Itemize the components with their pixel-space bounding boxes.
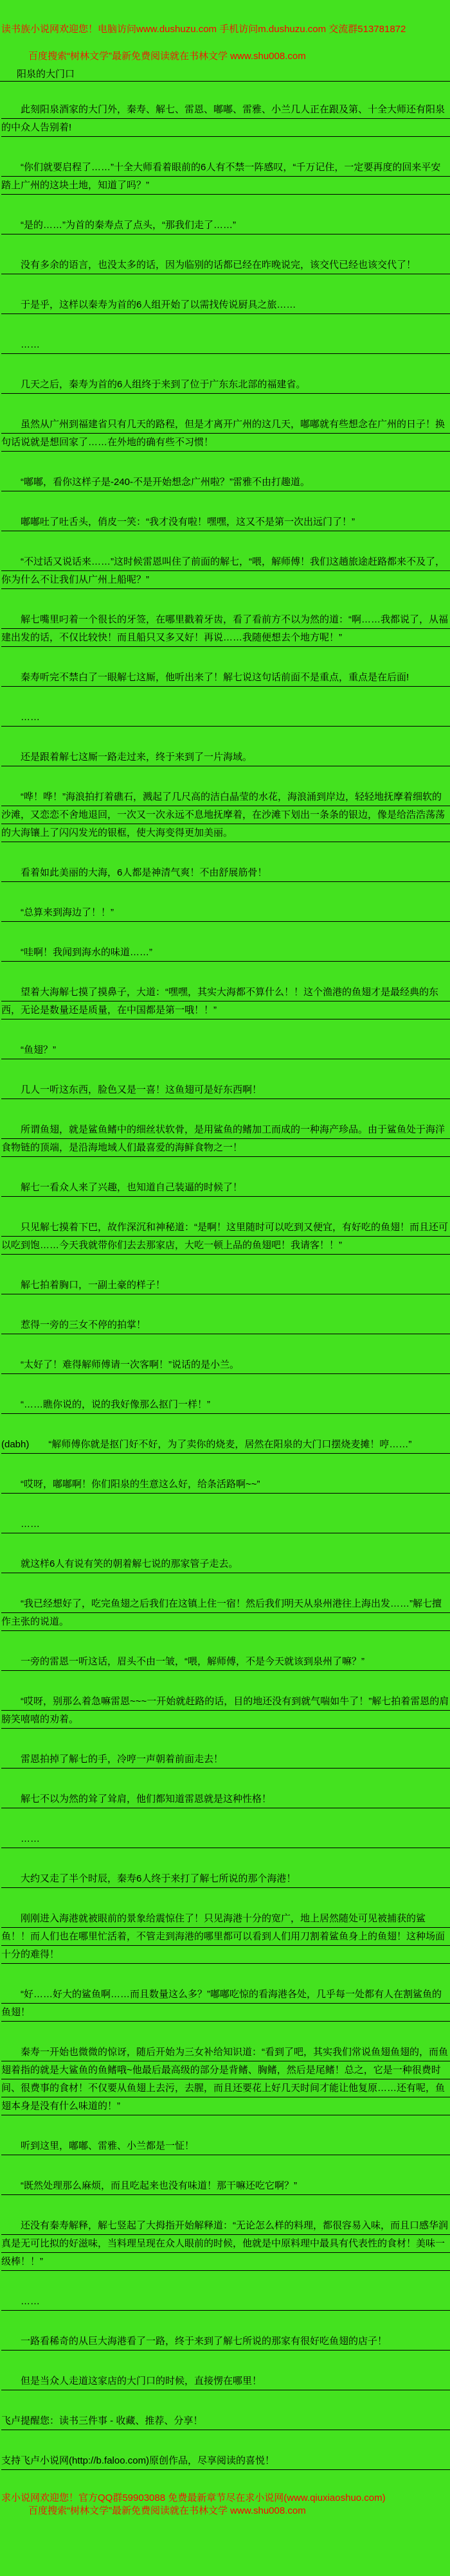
site-notice-top: 读书族小说网欢迎您！电脑访问www.dushuzu.com 手机访问m.dushuzu.com 交流群513781872: [1, 24, 406, 35]
paragraph: 虽然从广州到福建省只有几天的路程，但是才离开广州的这几天，嘟嘟就有些想念在广州的日子！换句话说就是想回家了……在外地的确有些不习惯！: [1, 416, 450, 452]
paragraph: 看着如此美丽的大海，6人都是神清气爽！不由舒展筋骨！: [1, 864, 450, 882]
paragraph: “哎呀，别那么着急嘛雷恩~~~一开始就赶路的话，目的地还没有到就气喘如牛了！”解七拍着雷恩的肩膀笑嘻嘻的劝着。: [1, 1693, 450, 1729]
paragraph: 几人一听这东西，脸色又是一喜！这鱼翅可是好东西啊！: [1, 1081, 450, 1099]
paragraph: “总算来到海边了！！”: [1, 904, 450, 922]
paragraph: “是的……”为首的秦寿点了点头，“那我们走了……”: [1, 216, 450, 234]
paragraph: 解七不以为然的耸了耸肩，他们都知道雷恩就是这种性格！: [1, 1790, 450, 1808]
paragraph: 飞卢提醒您：读书三件事 - 收藏、推荐、分享！: [1, 2412, 450, 2430]
site-notice-baidu-top: 百度搜索“树林文学”最新免费阅读就在书林文学 www.shu008.com: [28, 51, 306, 62]
paragraph: 几天之后，秦寿为首的6人组终于来到了位于广东东北部的福建省。: [1, 376, 450, 394]
paragraph: 还没有秦寿解释，解七竖起了大拇指开始解释道：“无论怎么样的料理，都很容易入味，而且口感华润真是无可比拟的好滋味，当料理呈现在众人眼前的时候，他就是中原料理中最具有代表性的食材！美味一级棒！！”: [1, 2217, 450, 2271]
paragraph: 一旁的雷恩一听这话，眉头不由一皱，“喂，解师傅，不是今天就该到泉州了嘛？”: [1, 1653, 450, 1671]
paragraph: 所谓鱼翅，就是鲨鱼鳍中的细丝状软骨，是用鲨鱼的鳍加工而成的一种海产珍品。由于鲨鱼处于海洋食物链的顶端，是沿海地域人们最喜爱的海鲜食物之一！: [1, 1121, 450, 1157]
paragraph: 此刻阳泉酒家的大门外，秦寿、解七、雷恩、嘟嘟、雷雅、小兰几人正在跟及第、十全大师还有阳泉的中众人告别着!: [1, 101, 450, 137]
paragraph: 雷恩拍掉了解七的手，冷哼一声朝着前面走去！: [1, 1751, 450, 1769]
site-header: [0, 0, 450, 63]
paragraph: 支持飞卢小说网(http://b.faloo.com)原创作品，尽享阅读的喜悦！: [1, 2452, 450, 2470]
paragraph: “嘟嘟，看你这样子是-240-不是开始想念广州啦？”雷雅不由打趣道。: [1, 473, 450, 491]
paragraph: 秦寿听完不禁白了一眼解七这厮，他听出来了！解七说这句话前面不是重点，重点是在后面!: [1, 669, 450, 687]
paragraph: “你们就要启程了……”十全大师看着眼前的6人有不禁一阵感叹，“千万记住，一定要再度的回来平安踏上广州的这块土地，知道了吗？”: [1, 159, 450, 195]
chapter-content: [0, 101, 450, 2470]
paragraph: 没有多余的语言，也没太多的话，因为临别的话都已经在昨晚说完，该交代已经也该交代了！: [1, 256, 450, 274]
paragraph: 秦寿一开始也微微的惊讶，随后开始为三女补给知识道：“看到了吧，其实我们常说鱼翅鱼翅的，而鱼翅着指的就是大鲨鱼的鱼鳍哦~他最后最高级的部分是背鳍、胸鳍，然后是尾鳍！总之，它是一种很费时间、很费事的食材！不仅要从鱼翅上去污，去腥，而且还要花上好几天时间才能让他复原……还有呢，鱼翅本身是没有什么味道的！”: [1, 2043, 450, 2115]
paragraph: “……瞧你说的，说的我好像那么抠门一样！”: [1, 1396, 450, 1414]
paragraph: ……: [1, 1515, 450, 1533]
paragraph: 大约又走了半个时辰，秦寿6人终于来打了解七所说的那个海港！: [1, 1870, 450, 1888]
paragraph: “既然处理那么麻烦，而且吃起来也没有味道！那干嘛还吃它啊？”: [1, 2177, 450, 2195]
paragraph: “我已经想好了，吃完鱼翅之后我们在这镇上住一宿！然后我们明天从泉州港往上海出发……”解七擅作主张的说道。: [1, 1595, 450, 1631]
paragraph: “哗！哗！”海浪拍打着礁石，溅起了几尺高的洁白晶莹的水花，海浪涌到岸边，轻轻地抚摩着细软的沙滩，又恋恋不舍地退回，一次又一次永远不息地抚摩着，在沙滩下划出一条条的银边，像是给浩浩荡荡的大海镶上了闪闪发光的银框，使大海变得更加美丽。: [1, 788, 450, 842]
paragraph: 一路看稀奇的从巨大海港看了一路，终于来到了解七所说的那家有很好吃鱼翅的店子！: [1, 2333, 450, 2351]
paragraph: 解七拍着胸口，一副土豪的样子！: [1, 1276, 450, 1294]
paragraph: 于是乎，这样以秦寿为首的6人组开始了以需找传说厨具之旅……: [1, 296, 450, 314]
paragraph: “太好了！难得解师傅请一次客啊！”说话的是小兰。: [1, 1356, 450, 1374]
paragraph: 只见解七摸着下巴，故作深沉和神秘道：“是啊！这里随时可以吃到又便宜，有好吃的鱼翅！而且还可以吃到饱……今天我就带你们去去那家店，大吃一顿上品的鱼翅吧！我请客！！”: [1, 1219, 450, 1255]
paragraph: 但是当众人走道这家店的大门口的时候，直接愣在哪里！: [1, 2372, 450, 2390]
paragraph: 解七一看众人来了兴趣，也知道自己装逼的时候了！: [1, 1179, 450, 1197]
paragraph: ……: [1, 2293, 450, 2311]
paragraph: 刚刚进入海港就被眼前的景象给震惊住了！只见海港十分的宽广，地上居然随处可见被捕获的鲨鱼！！而人们也在哪里忙活着，不管走到海港的哪里都可以看到人们用刀割着鲨鱼身上的鱼翅！这种场面十分的难得！: [1, 1910, 450, 1964]
paragraph: ……: [1, 709, 450, 727]
chapter-title: 阳泉的大门口: [0, 68, 450, 82]
paragraph: “鱼翅？”: [1, 1041, 450, 1059]
paragraph: 听到这里，嘟嘟、雷雅、小兰都是一怔！: [1, 2137, 450, 2155]
paragraph: 还是跟着解七这厮一路走过来，终于来到了一片海域。: [1, 748, 450, 766]
paragraph: “好……好大的鲨鱼啊……而且数量这么多？”嘟嘟吃惊的看海港各处，几乎每一处都有人在割鲨鱼的鱼翅！: [1, 1986, 450, 2022]
site-notice-qiuxiaoshuo: 求小说网欢迎您！官方QQ群59903088 免费最新章节尽在求小说网(www.qiuxiaoshuo.com): [1, 2492, 386, 2503]
paragraph: 惹得一旁的三女不停的拍掌！: [1, 1316, 450, 1334]
site-notice-baidu-bottom: 百度搜索“树林文学”最新免费阅读就在书林文学 www.shu008.com: [28, 2505, 306, 2516]
paragraph: (dabh) “解师傅你就是抠门好不好，为了卖你的烧麦，居然在阳泉的大门口摆烧麦摊！哼……”: [1, 1436, 450, 1454]
paragraph: “哇啊！我闻到海水的味道……”: [1, 944, 450, 962]
paragraph: 望着大海解七摸了摸鼻子，大道：“嘿嘿，其实大海都不算什么！！这个渔港的鱼翅才是最经典的东西，无论是数量还是质量，在中国都是第一哦！！”: [1, 984, 450, 1019]
paragraph: ……: [1, 1830, 450, 1848]
paragraph: ……: [1, 336, 450, 354]
paragraph: 嘟嘟吐了吐舌头，俏皮一笑：“我才没有啦！嘿嘿，这又不是第一次出远门了！”: [1, 513, 450, 531]
paragraph: “不过话又说话来……”这时候雷恩叫住了前面的解七，“喂，解师傅！我们这趟旅途赶路都来不及了，你为什么不让我们从广州上船呢？”: [1, 553, 450, 589]
paragraph: 就这样6人有说有笑的朝着解七说的那家管子走去。: [1, 1555, 450, 1573]
paragraph: 解七嘴里叼着一个很长的牙签，在哪里戳着牙齿，看了看前方不以为然的道：“啊……我都说了，从福建出发的话，不仅比较快！而且船只又多又好！再说……我随便想去个地方呢！”: [1, 611, 450, 647]
paragraph: “哎呀，嘟嘟啊！你们阳泉的生意这么好，给条活路啊~~”: [1, 1476, 450, 1494]
site-footer: [0, 2492, 450, 2518]
